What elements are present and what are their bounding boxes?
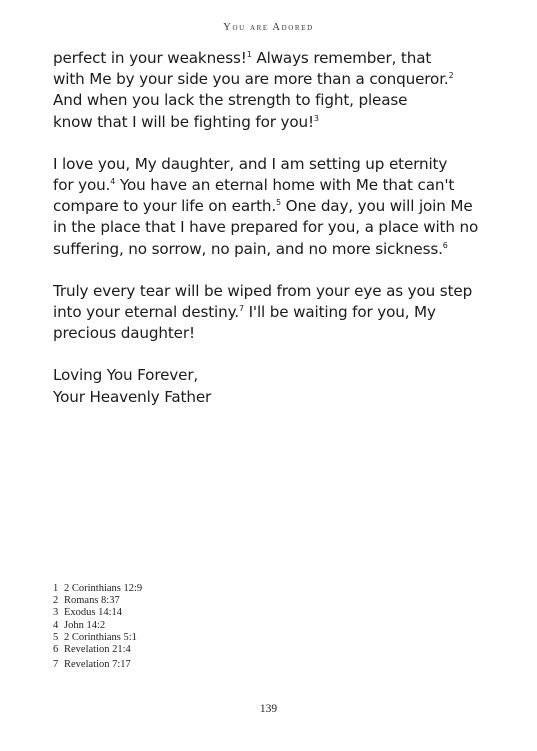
letter-line: with Me by your side you are more than a conqueror.$^2$ bbox=[53, 70, 454, 89]
footnote-item: 3 Exodus 14:14 bbox=[53, 607, 123, 619]
letter-line: for you.$^4$ You have an eternal home with Me that can't bbox=[53, 176, 455, 195]
footnote-marker: 5 bbox=[276, 198, 281, 208]
footnote-item: 6 Revelation 21:4 bbox=[53, 644, 131, 656]
letter-paragraph-1 bbox=[53, 48, 493, 133]
letter-line: suffering, no sorrow, no pain, and no more sickness.$^6$ bbox=[53, 239, 448, 258]
footnote-item: 5 2 Corinthians 5:1 bbox=[53, 631, 137, 643]
footnote-marker: 3 bbox=[313, 113, 319, 123]
letter-line: into your eternal destiny.$^7$ I'll be waiting for you, My bbox=[53, 303, 436, 322]
footnote-item: 7 Revelation 7:17 bbox=[53, 659, 131, 671]
letter-line: perfect in your weakness!$^1$ Always remember, that bbox=[53, 49, 432, 67]
footnote-marker: 1 bbox=[246, 49, 252, 59]
footnote-item: 2 Romans 8:37 bbox=[53, 595, 120, 607]
signoff-signature: Your Heavenly Father bbox=[53, 387, 212, 406]
signoff-closing: Loving You Forever, bbox=[53, 366, 199, 385]
letter-line: And when you lack the strength to fight, please bbox=[53, 91, 408, 110]
page-number: 139 bbox=[259, 703, 278, 715]
letter-paragraph-2 bbox=[53, 154, 493, 260]
footnote-marker: 7 bbox=[238, 303, 244, 313]
letter-line: know that I will be fighting for you!$^3$ bbox=[53, 112, 319, 131]
footnote-item: 4 John 14:2 bbox=[53, 619, 106, 631]
letter-line: in the place that I have prepared for you, a place with no bbox=[53, 218, 479, 237]
footnote-marker: 2 bbox=[448, 71, 454, 81]
letter-signoff bbox=[53, 365, 493, 407]
running-head: You are Adored bbox=[223, 22, 314, 33]
footnotes-list bbox=[53, 583, 142, 671]
letter-line: Truly every tear will be wiped from your eye as you step bbox=[53, 281, 473, 300]
letter-line: I love you, My daughter, and I am setting up eternity bbox=[53, 154, 448, 173]
footnote-marker: 6 bbox=[442, 240, 448, 250]
letter-line: precious daughter! bbox=[53, 324, 195, 343]
footnote-item: 1 2 Corinthians 12:9 bbox=[53, 583, 143, 594]
letter-line: compare to your life on earth.$^5$ One day, you will join Me bbox=[53, 197, 473, 216]
letter-body bbox=[53, 48, 493, 429]
footnote-marker: 4 bbox=[110, 176, 116, 186]
letter-paragraph-3 bbox=[53, 281, 493, 345]
